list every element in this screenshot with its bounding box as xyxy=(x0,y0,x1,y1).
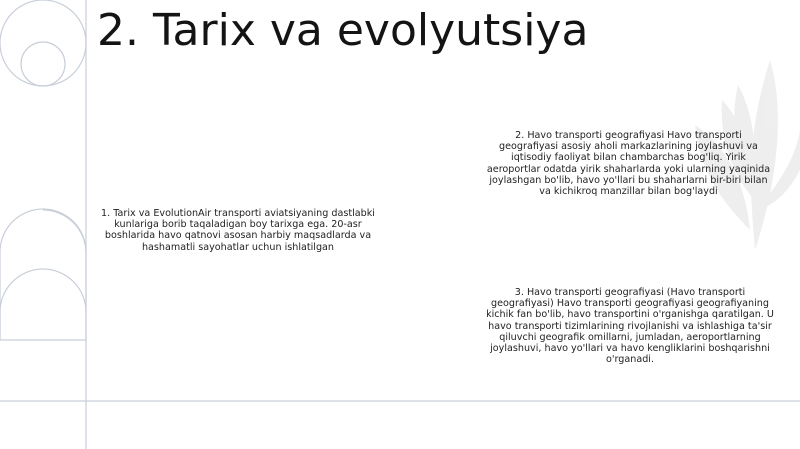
paragraph-3: 3. Havo transporti geografiyasi (Havo transporti geografiyasi) Havo transporti geografiyasi geografiyaning kichik fan bo'lib, havo transportini o'rganishga qaratilgan. U havo transporti tizimlarining rivojlanishi va ishlashiga ta'sir qiluvchi geografik omillarni, jumladan, aeroportlarning joylashuvi, havo yo'llari va havo kengliklarini boshqarishni o'rganadi. xyxy=(486,287,774,366)
paragraph-1: 1. Tarix va EvolutionAir transporti aviatsiyaning dastlabki kunlariga borib taqaladigan boy tarixga ega. 20-asr boshlarida havo qatnovi asosan harbiy maqsadlarda va hashamatli sayohatlar uchun ishlatilgan xyxy=(101,208,375,253)
slide-title: 2. Tarix va evolyutsiya xyxy=(97,5,589,56)
paragraph-2: 2. Havo transporti geografiyasi Havo transporti geografiyasi asosiy aholi markazlarining joylashuvi va iqtisodiy faoliyat bilan chambarchas bog'liq. Yirik aeroportlar odatda yirik shaharlarda yoki ularning yaqinida joylashgan bo'lib, havo yo'llari bu shaharlarni bir-biri bilan va kichikroq manzillar bilan bog'laydi xyxy=(486,130,771,198)
